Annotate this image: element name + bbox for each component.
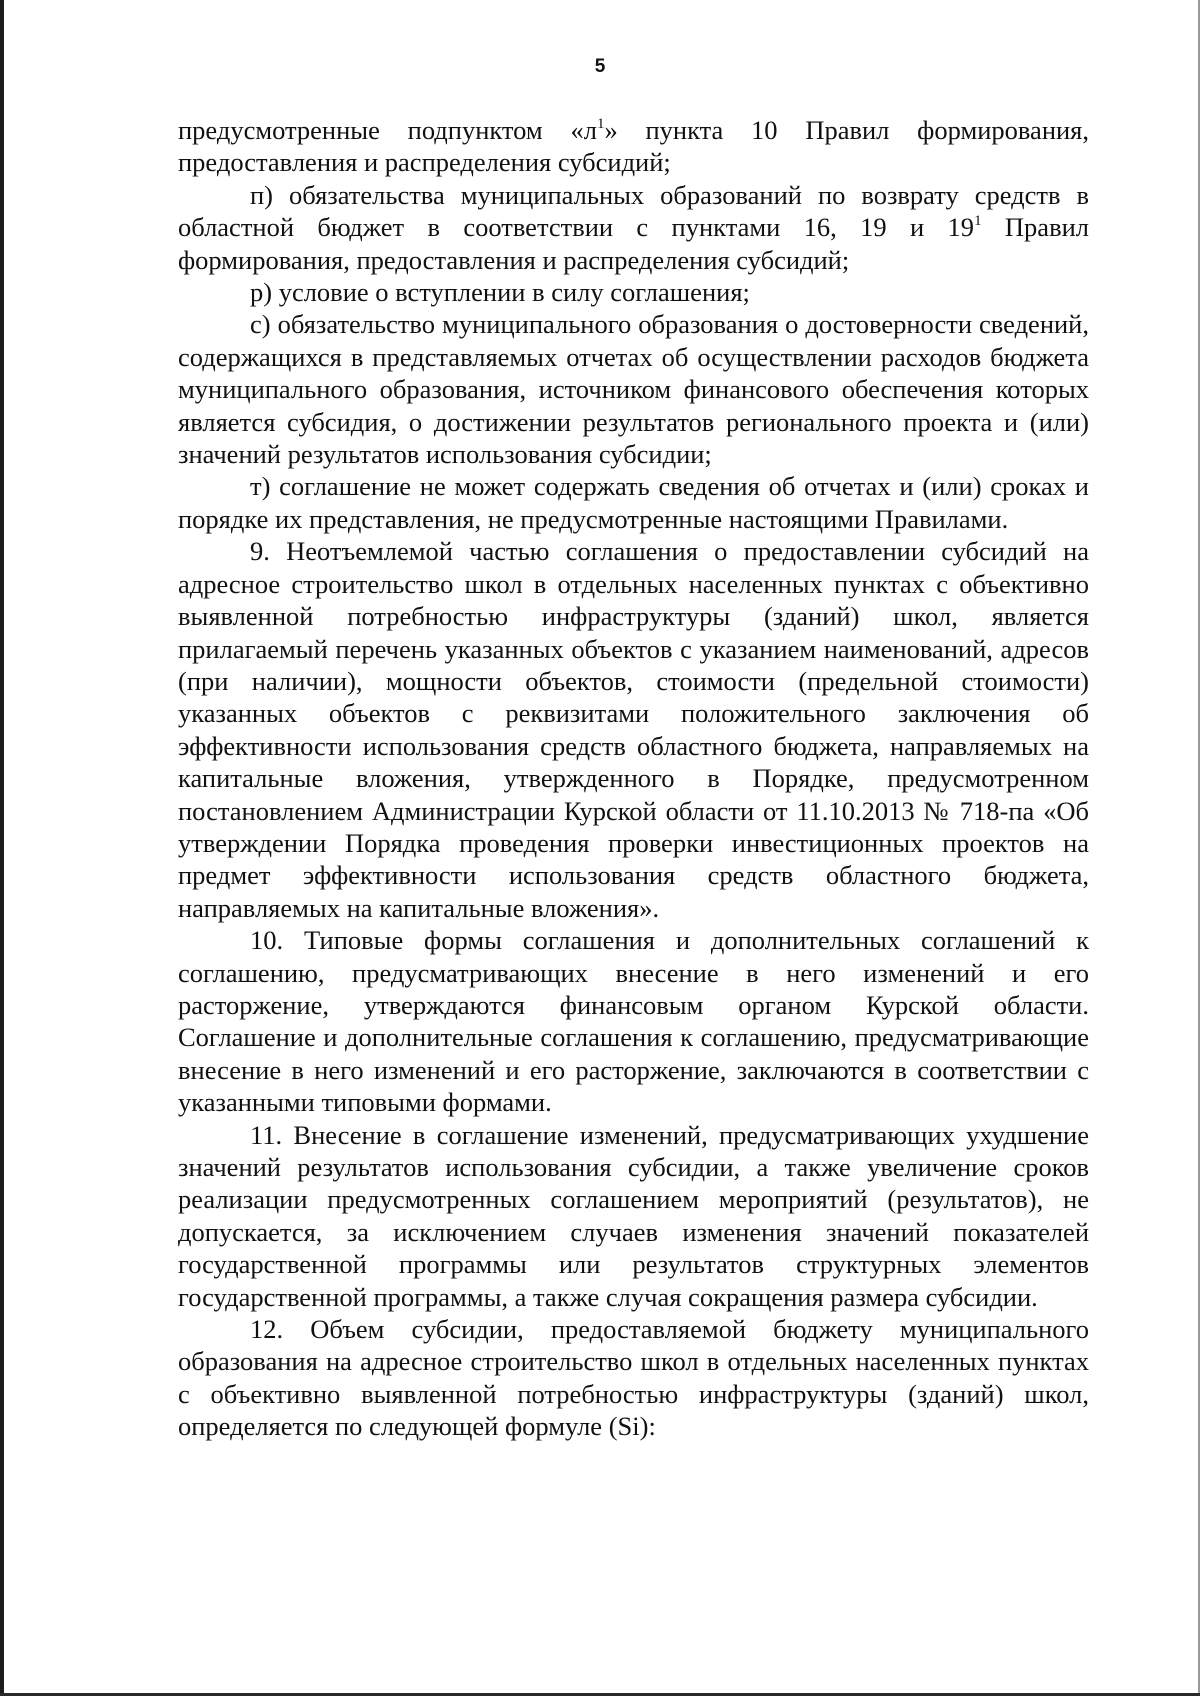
paragraph-text: п) обязательства муниципальных образований по возврату средств в областной бюджет в соответствии с пунктами 16, 19 и 19: [178, 179, 1089, 243]
paragraph-continuation: [178, 114, 1089, 179]
paragraph-text: предусмотренные подпунктом «л: [178, 115, 597, 145]
paragraph-clause-9: 9. Неотъемлемой частью соглашения о предоставлении субсидий на адресное строительство школ в отдельных населенных пунктах с объективно выявленной потребностью инфраструктуры (зданий) школ, является прилагаемый перечень указанных объектов с указанием наименований, адресов (при наличии), мощности объектов, стоимости (предельной стоимости) указанных объектов с реквизитами положительного заключения об эффективности использования средств областного бюджета, направляемых на капитальные вложения, утвержденного в Порядке, предусмотренном постановлением Администрации Курской области от 11.10.2013 № 718-па «Об утверждении Порядка проведения проверки инвестиционных проектов на предмет эффективности использования средств областного бюджета, направляемых на капитальные вложения».: [178, 536, 1089, 923]
paragraph-item-p: [178, 179, 1089, 276]
document-body: [178, 114, 1089, 1443]
scan-edge-left: [0, 0, 4, 1696]
paragraph-item-s: с) обязательство муниципального образования о достоверности сведений, содержащихся в представляемых отчетах об осуществлении расходов бюджета муниципального образования, источником финансового обеспечения которых является субсидия, о достижении результатов регионального проекта и (или) значений результатов использования субсидии;: [178, 309, 1089, 470]
superscript-index: 1: [596, 116, 605, 132]
superscript-index: 1: [974, 213, 982, 230]
paragraph-text: » пункта 10 Правил формирования, предоставления и распределения субсидий;: [178, 115, 1089, 178]
paragraph-item-r: р) условие о вступлении в силу соглашения;: [250, 277, 750, 308]
paragraph-text: Правил формирования, предоставления и распределения субсидий;: [178, 212, 1089, 275]
paragraph-clause-12: 12. Объем субсидии, предоставляемой бюджету муниципального образования на адресное строительство школ в отдельных населенных пунктах с объективно выявленной потребностью инфраструктуры (зданий) школ, определяется по следующей формуле (Si):: [178, 1314, 1089, 1442]
paragraph-clause-10: 10. Типовые формы соглашения и дополнительных соглашений к соглашению, предусматривающих внесение в него изменений и его расторжение, утверждаются финансовым органом Курской области. Соглашение и дополнительные соглашения к соглашению, предусматривающие внесение в него изменений и его расторжение, заключаются в соответствии с указанными типовыми формами.: [178, 925, 1089, 1118]
page-number: 5: [594, 56, 606, 77]
paragraph-clause-11: 11. Внесение в соглашение изменений, предусматривающих ухудшение значений результатов использования субсидии, а также увеличение сроков реализации предусмотренных соглашением мероприятий (результатов), не допускается, за исключением случаев изменения значений показателей государственной программы или результатов структурных элементов государственной программы, а также случая сокращения размера субсидии.: [178, 1119, 1089, 1312]
paragraph-item-t: т) соглашение не может содержать сведения об отчетах и (или) сроках и порядке их представления, не предусмотренные настоящими Правилами.: [178, 471, 1089, 534]
